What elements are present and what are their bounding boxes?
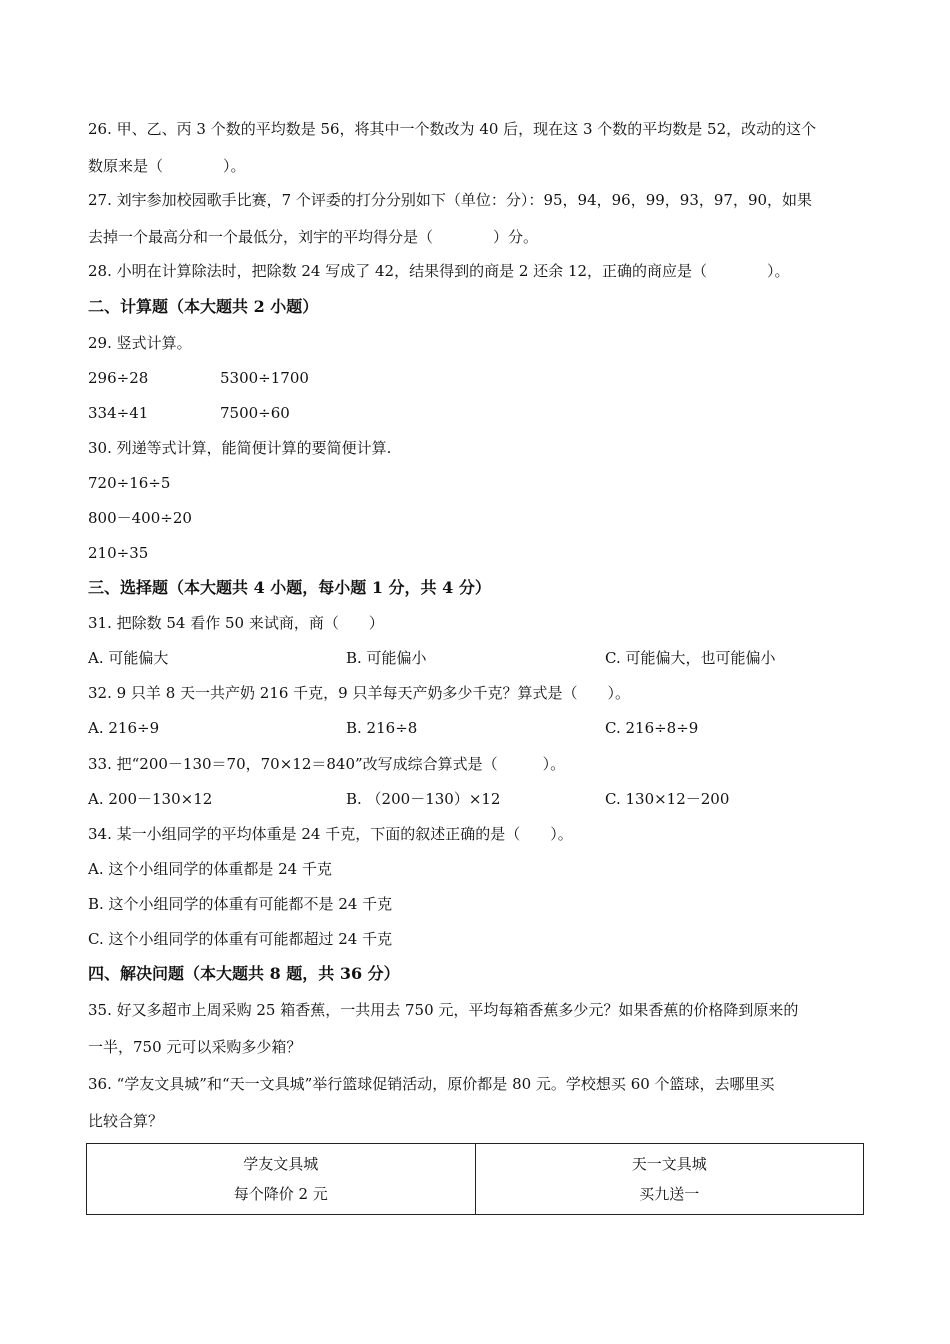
q31-option-a: A. 可能偏大: [88, 649, 169, 667]
q27-line2: 去掉一个最高分和一个最低分，刘宇的平均得分是（ ）分。: [88, 228, 539, 246]
q30-expr-1: 720÷16÷5: [88, 474, 171, 492]
section-4-heading: 四、解决问题（本大题共 8 题，共 36 分）: [88, 964, 400, 983]
store-offer: 每个降价 2 元: [233, 1185, 328, 1203]
q27-line1: 27. 刘宇参加校园歌手比赛，7 个评委的打分分别如下（单位：分）：95，94，96，99，93，97，90，如果: [88, 191, 813, 209]
q36-line2: 比较合算？: [88, 1112, 164, 1130]
q29-expr-2: 5300÷1700: [220, 369, 309, 387]
q26-line2: 数原来是（ ）。: [88, 157, 246, 175]
q31-option-c: C. 可能偏大，也可能偏小: [605, 649, 776, 667]
store-comparison-table: [86, 1143, 864, 1215]
section-2-heading: 二、计算题（本大题共 2 小题）: [88, 297, 319, 316]
store-cell-xueyou: [87, 1144, 476, 1215]
q32-option-a: A. 216÷9: [88, 719, 160, 737]
store-offer: 买九送一: [639, 1185, 700, 1203]
q31-stem: 31. 把除数 54 看作 50 来试商，商（ ）: [88, 614, 384, 632]
q34-option-b: B. 这个小组同学的体重有可能都不是 24 千克: [88, 895, 393, 913]
q35-line2: 一半，750 元可以采购多少箱？: [88, 1038, 302, 1056]
store-name: 学友文具城: [243, 1155, 319, 1173]
q33-stem: 33. 把“200－130＝70，70×12＝840”改写成综合算式是（ ）。: [88, 755, 566, 773]
q34-stem: 34. 某一小组同学的平均体重是 24 千克，下面的叙述正确的是（ ）。: [88, 825, 573, 843]
q32-option-c: C. 216÷8÷9: [605, 719, 699, 737]
q36-line1: 36. “学友文具城”和“天一文具城”举行篮球促销活动，原价都是 80 元。学校想买 60 个篮球，去哪里买: [88, 1075, 775, 1093]
q33-option-b: B. （200－130）×12: [346, 790, 501, 808]
store-name: 天一文具城: [631, 1155, 707, 1173]
q32-stem: 32. 9 只羊 8 天一共产奶 216 千克，9 只羊每天产奶多少千克？算式是（ ）。: [88, 684, 630, 702]
q26-line1: 26. 甲、乙、丙 3 个数的平均数是 56，将其中一个数改为 40 后，现在这 3 个数的平均数是 52，改动的这个: [88, 120, 817, 138]
q31-option-b: B. 可能偏小: [346, 649, 427, 667]
q28-text: 28. 小明在计算除法时，把除数 24 写成了 42，结果得到的商是 2 还余 12，正确的商应是（ ）。: [88, 262, 790, 280]
q34-option-c: C. 这个小组同学的体重有可能都超过 24 千克: [88, 930, 393, 948]
q30-expr-3: 210÷35: [88, 544, 149, 562]
table-row: [87, 1144, 864, 1215]
q30-expr-2: 800－400÷20: [88, 509, 192, 527]
q29-title: 29. 竖式计算。: [88, 334, 192, 352]
q29-expr-4: 7500÷60: [220, 404, 290, 422]
q33-option-a: A. 200－130×12: [88, 790, 213, 808]
q33-option-c: C. 130×12－200: [605, 790, 730, 808]
q29-expr-3: 334÷41: [88, 404, 149, 422]
q35-line1: 35. 好又多超市上周采购 25 箱香蕉，一共用去 750 元，平均每箱香蕉多少元？如果香蕉的价格降到原来的: [88, 1001, 799, 1019]
q32-option-b: B. 216÷8: [346, 719, 418, 737]
section-3-heading: 三、选择题（本大题共 4 小题，每小题 1 分，共 4 分）: [88, 578, 491, 597]
store-cell-tianyi: [475, 1144, 864, 1215]
q34-option-a: A. 这个小组同学的体重都是 24 千克: [88, 860, 332, 878]
q30-title: 30. 列递等式计算，能简便计算的要简便计算.: [88, 439, 392, 457]
q29-expr-1: 296÷28: [88, 369, 149, 387]
